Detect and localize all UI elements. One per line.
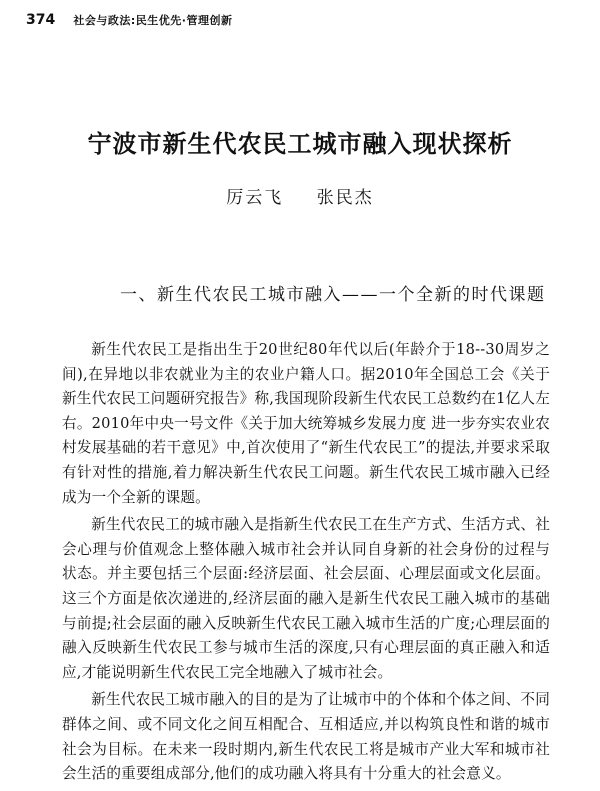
- running-header: [26, 10, 586, 30]
- paragraph-2: 新生代农民工的城市融入是指新生代农民工在生产方式、生活方式、社会心理与价值观念上整体融入城市社会并认同自身新的社会身份的过程与状态。并主要包括三个层面:经济层面、社会层面、心理层面或文化层面。这三个方面是依次递进的,经济层面的融入是新生代农民工融入城市的基础与前提;社会层面的融入反映新生代农民工融入城市生活的广度;心理层面的融入反映新生代农民工参与城市生活的深度,只有心理层面的真正融入和适应,才能说明新生代农民工完全地融入了城市社会。: [62, 516, 550, 681]
- paragraph-1: 新生代农民工是指出生于20世纪80年代以后(年龄介于18--30周岁之间),在异地以非农就业为主的农业户籍人口。据2010年全国总工会《关于新生代农民工问题研究报告》称,我国现阶段新生代农民工总数约在1亿人左右。2010年中央一号文件《关于加大统筹城乡发展力度 进一步夯实农业农村发展基础的若干意见》中,首次使用了“新生代农民工”的提法,并要求采取有针对性的措施,着力解决新生代农民工问题。新生代农民工城市融入已经成为一个全新的课题。: [62, 341, 550, 506]
- section-heading: 一、新生代农民工城市融入——一个全新的时代课题: [120, 285, 546, 305]
- paragraph-3: 新生代农民工城市融入的目的是为了让城市中的个体和个体之间、不同群体之间、或不同文化之间互相配合、互相适应,并以构筑良性和谐的城市社会为目标。在未来一段时期内,新生代农民工将是城市产业大军和城市社会生活的重要组成部分,他们的成功融入将具有十分重大的社会意义。: [62, 691, 550, 783]
- author-line: [0, 186, 600, 210]
- series-title: 社会与政法:民生优先·管理创新: [73, 14, 233, 27]
- page-number: 374: [26, 12, 56, 28]
- article-body: [62, 338, 550, 790]
- author-2: 张民杰: [316, 188, 374, 208]
- article-title: 宁波市新生代农民工城市融入现状探析: [87, 129, 513, 158]
- author-1: 厉云飞: [226, 188, 284, 208]
